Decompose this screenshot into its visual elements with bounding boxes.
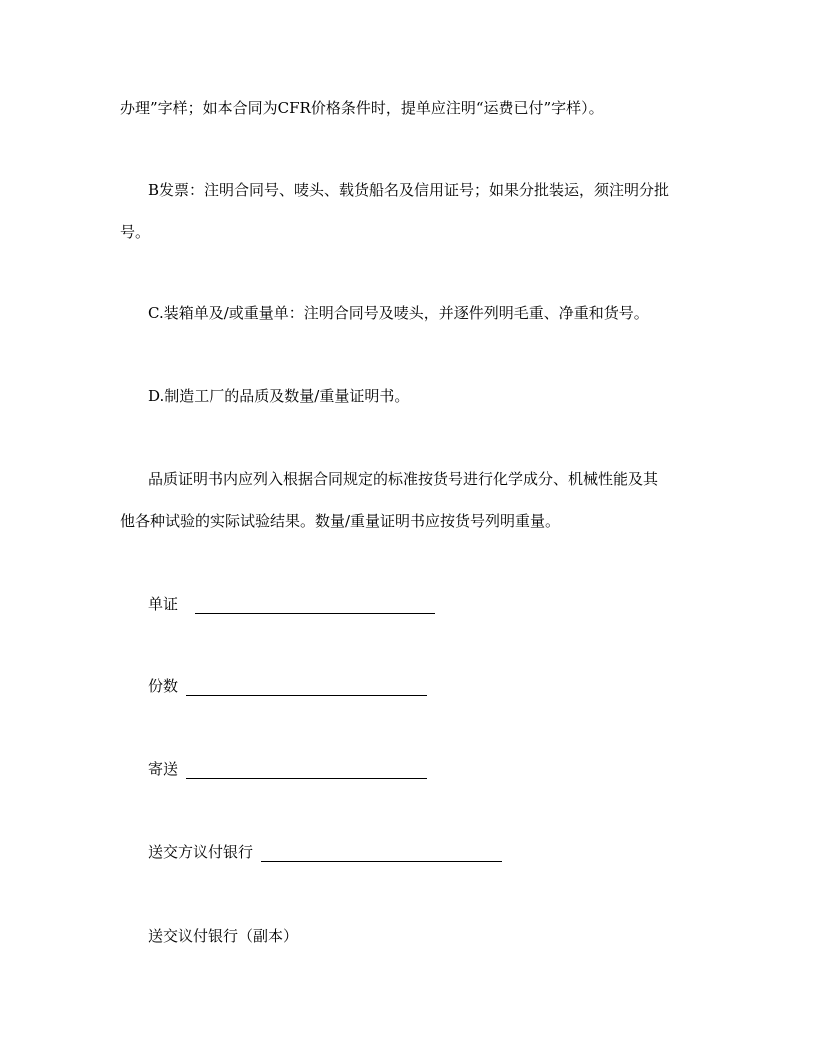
copies-blank-line[interactable] [186,677,427,696]
deliver-bank-label: 送交方议付银行 [148,843,254,861]
send-to-field [148,759,427,779]
deliver-bank-field [148,842,502,862]
send-to-blank-line[interactable] [186,760,427,779]
deliver-bank-blank-line[interactable] [261,843,502,862]
paragraph-quality-details-line-2: 他各种试验的实际试验结果。数量/重量证明书应按货号列明重量。 [120,512,561,530]
send-to-label: 寄送 [148,760,179,778]
deliver-bank-copy-label: 送交议付银行（副本） [148,927,299,945]
paragraph-packing-list: C.装箱单及/或重量单：注明合同号及唛头，并逐件列明毛重、净重和货号。 [148,304,649,322]
paragraph-quality-details-line-1: 品质证明书内应列入根据合同规定的标准按货号进行化学成分、机械性能及其 [148,470,659,488]
paragraph-invoice-line-2: 号。 [120,223,151,241]
paragraph-bill-of-lading-note: 办理”字样；如本合同为CFR价格条件时，提单应注明“运费已付”字样）。 [120,99,604,117]
paragraph-invoice-line-1: B发票：注明合同号、唛头、载货船名及信用证号；如果分批装运，须注明分批 [148,181,670,199]
copies-field [148,676,427,696]
documents-field [148,594,435,614]
documents-label: 单证 [148,595,179,613]
copies-label: 份数 [148,677,179,695]
documents-blank-line[interactable] [195,595,435,614]
deliver-bank-copy-field [148,926,298,946]
paragraph-quality-certificate: D.制造工厂的品质及数量/重量证明书。 [148,387,410,405]
